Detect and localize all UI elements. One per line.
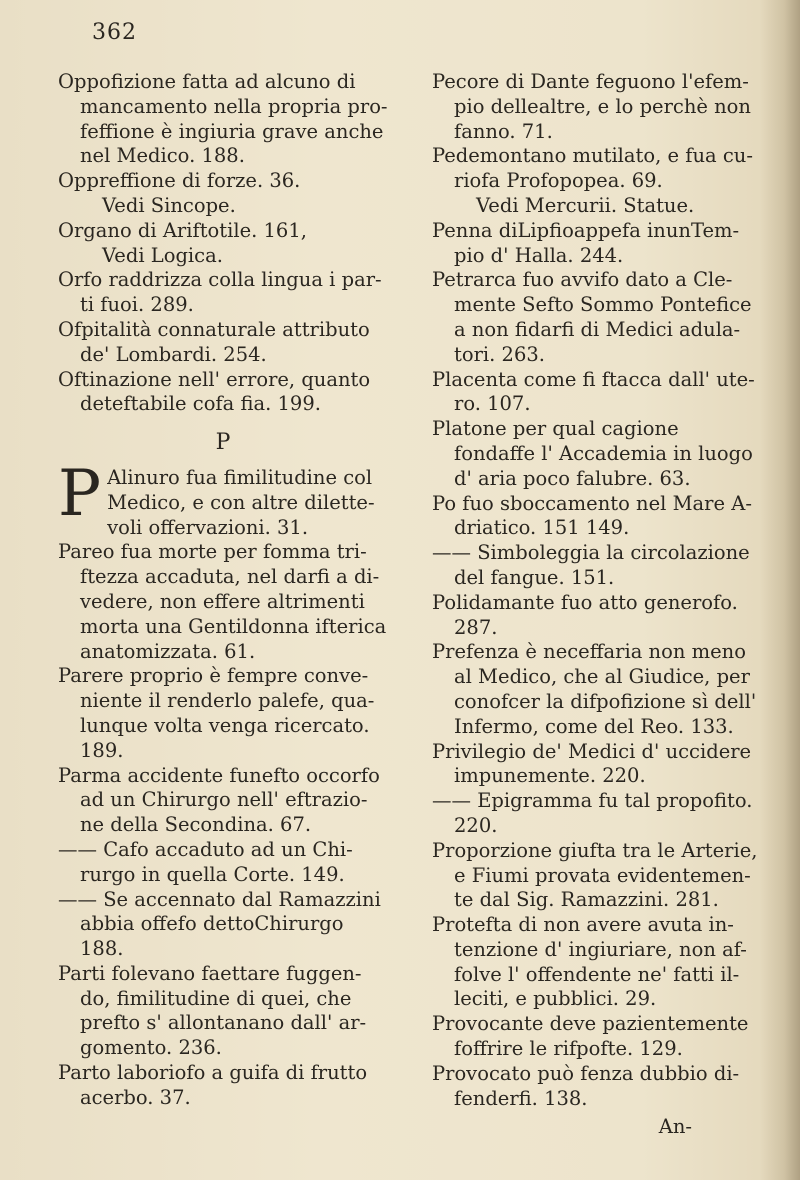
index-entry-dropcap	[58, 456, 388, 540]
index-entry: Oppreffione di forze. 36.	[58, 169, 301, 193]
index-entry: Polidamante fuo atto generofo. 287.	[432, 590, 738, 639]
index-entry: Privilegio de' Medici d' uccidere impunemente. 220.	[432, 739, 752, 788]
index-entry: Placenta come fi ftacca dall' ute-ro. 107.	[432, 367, 755, 416]
index-entry: Prefenza è neceffaria non meno al Medico, che al Giudice, per conofcer la difpofizione sì dell' Infermo, come del Reo. 133.	[432, 640, 757, 738]
index-entry: —— Epigramma fu tal propofito. 220.	[432, 789, 753, 837]
right-column	[432, 70, 762, 1140]
index-entry: Parere proprio è fempre conve-niente il renderlo palefe, qua-lunque volta venga ricercato. 189.	[58, 664, 375, 762]
index-entry: Orfo raddrizza colla lingua i par-ti fuoi. 289.	[58, 268, 382, 317]
page-edge-shadow	[760, 0, 800, 1180]
drop-cap-letter: P	[58, 456, 102, 531]
index-entry: Protefta di non avere avuta in-tenzione d' ingiuriare, non af-folve l' offendente ne' fatti il-leciti, e pubblici. 29.	[432, 913, 747, 1011]
index-entry: —— Se accennato dal Ramazzini abbia offefo dettoChirurgo 188.	[58, 887, 381, 961]
catchword: An-	[658, 1115, 692, 1139]
index-entry: —— Cafo accaduto ad un Chi-rurgo in quella Corte. 149.	[58, 837, 353, 886]
index-entry: Pareo fua morte per fomma tri-ftezza accaduta, nel darfi a di-vedere, non effere altrimenti morta una Gentildonna ifterica anatomizzata. 61.	[58, 540, 387, 663]
index-entry-text: Alinuro fua fimilitudine col Medico, e con altre dilette-voli offervazioni. 31.	[107, 465, 375, 539]
index-entry: Po fuo sboccamento nel Mare A-driatico. 151 149.	[432, 491, 752, 540]
index-entry: —— Simboleggia la circolazione del fangue. 151.	[432, 541, 750, 589]
cross-reference: Vedi Sincope.	[102, 193, 236, 217]
page-number: 362	[92, 20, 137, 45]
cross-reference: Vedi Logica.	[102, 243, 223, 267]
left-column	[58, 70, 388, 1111]
section-letter-heading: P	[215, 430, 231, 456]
index-entry: Penna diLipfioappefa inunTem-pio d' Halla. 244.	[432, 218, 740, 267]
index-entry: Oppofizione fatta ad alcuno di mancamento nella propria pro-feffione è ingiuria grave anche nel Medico. 188.	[58, 70, 388, 168]
index-entry: Provocante deve pazientemente foffrire le rifpofte. 129.	[432, 1012, 749, 1061]
index-entry: Parto laboriofo a guifa di frutto acerbo. 37.	[58, 1061, 368, 1109]
index-entry: Parma accidente funefto occorfo ad un Chirurgo nell' eftrazio-ne della Secondina. 67.	[58, 763, 380, 837]
index-entry: Pecore di Dante feguono l'efem-pio dellealtre, e lo perchè non fanno. 71.	[432, 70, 751, 143]
index-entry: Pedemontano mutilato, e fua cu-riofa Profopopea. 69.	[432, 144, 753, 193]
index-entry: Proporzione giufta tra le Arterie, e Fiumi provata evidentemen-te dal Sig. Ramazzini. 281.	[432, 838, 758, 912]
index-entry: Ofpitalità connaturale attributo de' Lombardi. 254.	[58, 317, 370, 366]
index-entry: Organo di Ariftotile. 161,	[58, 218, 307, 242]
cross-reference: Vedi Mercurii. Statue.	[476, 193, 695, 217]
index-entry: Oftinazione nell' errore, quanto deteftabile cofa fia. 199.	[58, 367, 371, 416]
index-entry: Platone per qual cagione fondaffe l' Accademia in luogo d' aria poco falubre. 63.	[432, 417, 753, 490]
index-entry: Provocato può fenza dubbio di-fenderfi. 138.	[432, 1061, 740, 1110]
index-entry: Parti folevano faettare fuggen-do, fimilitudine di quei, che prefto s' allontanano dall' ar-gomento. 236.	[58, 961, 367, 1060]
index-entry: Petrarca fuo avvifo dato a Cle-mente Sefto Sommo Pontefice a non fidarfi di Medici adula-tori. 263.	[432, 268, 752, 366]
